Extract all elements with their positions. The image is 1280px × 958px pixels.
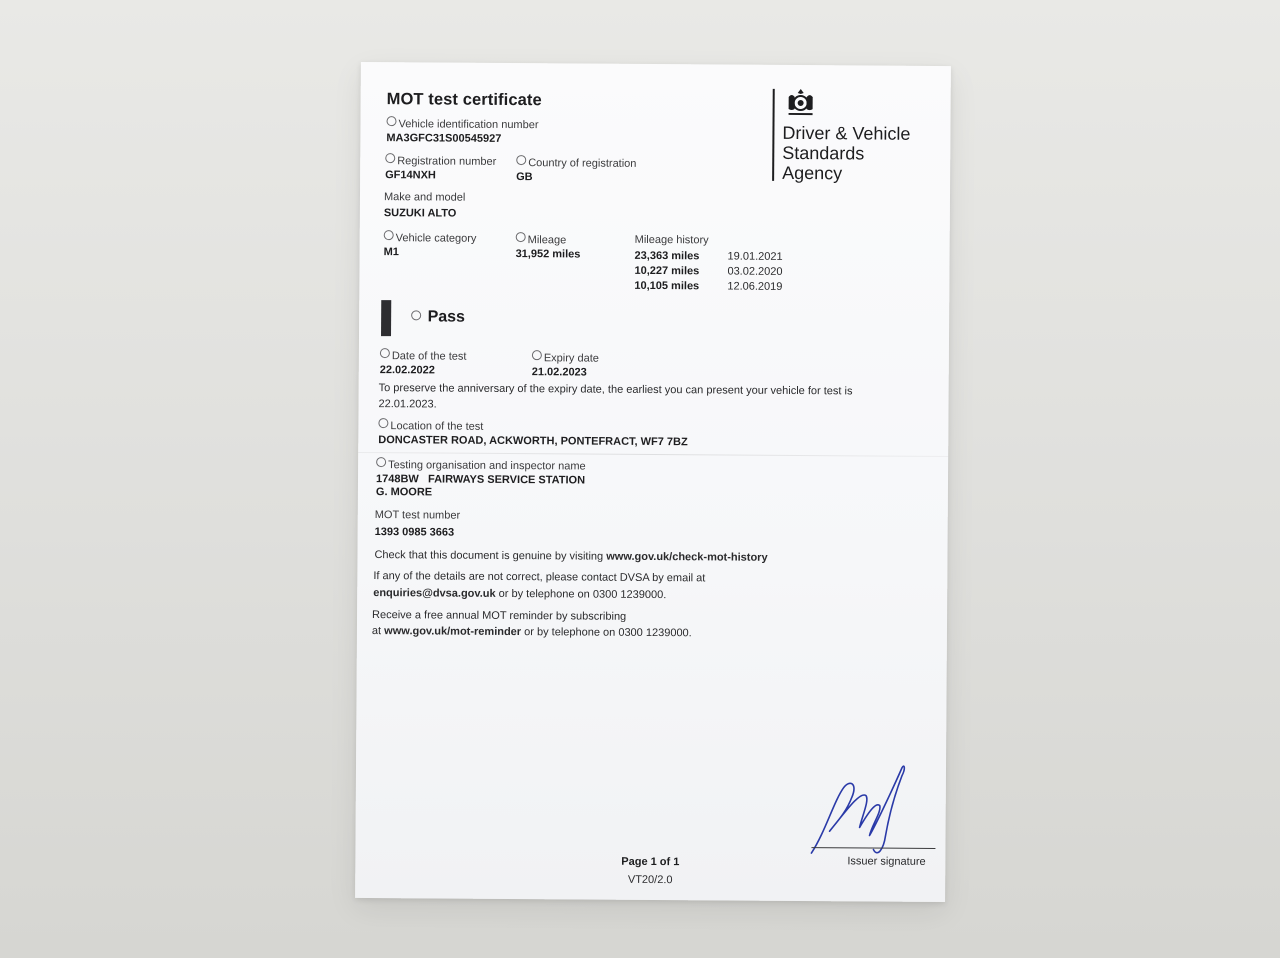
check-mot-history-link[interactable]: www.gov.uk/check-mot-history <box>606 550 768 564</box>
agency-line-1: Driver & Vehicle <box>782 122 911 144</box>
expiry-date-label: Expiry date <box>532 350 599 364</box>
field-number-icon <box>532 350 542 360</box>
country-label: Country of registration <box>516 155 636 170</box>
contact-line-1: If any of the details are not correct, please contact DVSA by email at <box>373 570 706 585</box>
test-date-value: 22.02.2022 <box>379 364 435 377</box>
page-number: Page 1 of 1 <box>621 855 680 869</box>
contact-email-link[interactable]: enquiries@dvsa.gov.uk <box>373 587 496 600</box>
anniversary-note-line-1: To preserve the anniversary of the expiry date, the earliest you can present your vehicle for test is <box>378 382 853 398</box>
expiry-date-value: 21.02.2023 <box>531 366 587 379</box>
mileage-history-miles-2: 10,227 miles <box>634 264 700 278</box>
inspector-name-value: G. MOORE <box>375 486 433 499</box>
royal-coat-of-arms-icon <box>785 87 817 122</box>
test-number-value: 1393 0985 3663 <box>374 526 455 539</box>
location-value: DONCASTER ROAD, ACKWORTH, PONTEFRACT, WF7 7BZ <box>378 434 688 449</box>
field-number-icon <box>386 116 396 126</box>
agency-line-2: Standards <box>782 142 865 164</box>
field-number-icon <box>411 310 421 320</box>
result-marker-bar <box>381 300 391 336</box>
mileage-history-date-1: 19.01.2021 <box>727 250 783 263</box>
test-number-label: MOT test number <box>374 509 461 522</box>
country-value: GB <box>516 171 533 184</box>
mileage-history-date-3: 12.06.2019 <box>727 280 783 293</box>
make-model-value: SUZUKI ALTO <box>383 207 457 220</box>
field-number-icon <box>516 155 526 165</box>
field-number-icon <box>380 348 390 358</box>
field-number-icon <box>378 418 388 428</box>
testing-organisation-value: 1748BW FAIRWAYS SERVICE STATION <box>375 473 586 487</box>
reminder-line-2: at www.gov.uk/mot-reminder or by telephone on 0300 1239000. <box>371 625 692 640</box>
mileage-history-label: Mileage history <box>634 233 709 247</box>
certificate-title: MOT test certificate <box>386 90 542 110</box>
registration-label: Registration number <box>385 153 496 168</box>
vin-label: Vehicle identification number <box>386 116 538 131</box>
vin-value: MA3GFC31S00545927 <box>386 132 502 145</box>
agency-line-3: Agency <box>782 162 843 184</box>
make-model-label: Make and model <box>383 191 466 204</box>
mileage-value: 31,952 miles <box>515 248 581 261</box>
field-number-icon <box>516 232 526 242</box>
test-date-label: Date of the test <box>380 348 467 363</box>
vehicle-category-label: Vehicle category <box>384 230 477 245</box>
paper-fold-crease <box>358 452 948 457</box>
mileage-history-miles-1: 23,363 miles <box>634 249 700 263</box>
issuer-signature-label: Issuer signature <box>847 855 926 868</box>
contact-line-2: enquiries@dvsa.gov.uk or by telephone on 0300 1239000. <box>373 587 667 602</box>
mileage-history-date-2: 03.02.2020 <box>727 265 783 278</box>
vehicle-category-value: M1 <box>383 246 399 259</box>
mot-certificate-page <box>355 62 951 902</box>
location-label: Location of the test <box>378 418 483 433</box>
registration-value: GF14NXH <box>385 169 436 182</box>
reminder-line-1: Receive a free annual MOT reminder by subscribing <box>372 609 627 623</box>
test-result <box>411 308 465 326</box>
test-result-value: Pass <box>427 308 466 326</box>
mileage-label: Mileage <box>516 232 567 246</box>
mot-reminder-link[interactable]: www.gov.uk/mot-reminder <box>384 625 522 639</box>
field-number-icon <box>385 153 395 163</box>
logo-divider <box>772 89 775 181</box>
field-number-icon <box>384 230 394 240</box>
agency-name <box>782 123 910 184</box>
check-genuine-text: Check that this document is genuine by visiting www.gov.uk/check-mot-history <box>374 549 768 564</box>
testing-organisation-label: Testing organisation and inspector name <box>376 457 586 472</box>
form-code: VT20/2.0 <box>627 873 673 887</box>
mileage-history-miles-3: 10,105 miles <box>634 279 700 293</box>
anniversary-note-line-2: 22.01.2023. <box>378 398 437 411</box>
field-number-icon <box>376 457 386 467</box>
